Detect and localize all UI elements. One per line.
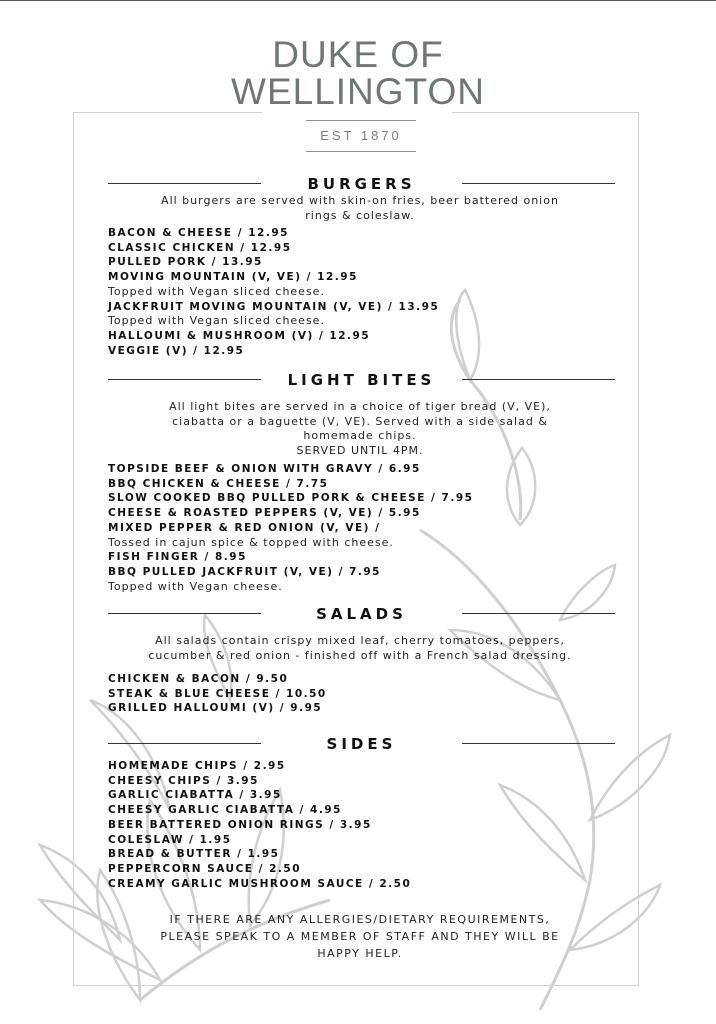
section-title: SIDES (326, 735, 397, 753)
menu-item: VEGGIE (V) / 12.95 (108, 344, 245, 357)
item-note: Topped with Vegan sliced cheese. (108, 314, 325, 328)
section-header-sides (108, 734, 615, 754)
intro-line: rings & coleslaw. (305, 208, 415, 222)
light-bites-intro (100, 400, 620, 458)
divider-right (462, 183, 615, 184)
light-bites-list (108, 462, 628, 594)
burgers-intro (100, 194, 620, 223)
menu-item: FISH FINGER / 8.95 (108, 551, 247, 564)
salads-intro (100, 634, 620, 663)
divider-right (462, 379, 615, 380)
top-edge-line (0, 0, 716, 1)
divider-right (462, 743, 615, 744)
intro-line: cucumber & red onion - finished off with a French salad dressing. (148, 648, 572, 662)
established-badge (306, 120, 416, 152)
menu-item: BBQ CHICKEN & CHEESE / 7.75 (108, 477, 329, 490)
menu-item: BBQ PULLED JACKFRUIT (V, VE) / 7.95 (108, 565, 381, 578)
est-bottom-line (306, 151, 416, 152)
menu-item: CHEESY CHIPS / 3.95 (108, 774, 259, 787)
intro-line: SERVED UNTIL 4PM. (296, 443, 424, 457)
intro-line: ciabatta or a baguette (V, VE). Served with a side salad & (172, 414, 548, 428)
intro-line: All light bites are served in a choice of tiger bread (V, VE), (169, 400, 551, 413)
menu-item: MIXED PEPPER & RED ONION (V, VE) / (108, 521, 381, 534)
intro-line: All salads contain crispy mixed leaf, cherry tomatoes, peppers, (155, 634, 565, 647)
menu-item: CLASSIC CHICKEN / 12.95 (108, 241, 292, 254)
item-note: Topped with Vegan cheese. (108, 579, 283, 593)
menu-item: GARLIC CIABATTA / 3.95 (108, 789, 282, 802)
section-header-salads (108, 604, 615, 624)
salads-list (108, 672, 628, 716)
menu-item: HOMEMADE CHIPS / 2.95 (108, 760, 286, 772)
menu-item: GRILLED HALLOUMI (V) / 9.95 (108, 702, 323, 715)
section-header-burgers (108, 174, 615, 194)
section-title: LIGHT BITES (287, 371, 436, 389)
menu-item: JACKFRUIT MOVING MOUNTAIN (V, VE) / 13.95 (108, 300, 440, 313)
intro-line: All burgers are served with skin-on fries, beer battered onion (161, 194, 559, 207)
notice-line: IF THERE ARE ANY ALLERGIES/DIETARY REQUIREMENTS, (169, 913, 551, 926)
intro-line: homemade chips. (303, 429, 417, 442)
sides-list (108, 759, 628, 891)
notice-line: HAPPY HELP. (317, 947, 403, 960)
menu-item: CHEESE & ROASTED PEPPERS (V, VE) / 5.95 (108, 507, 421, 520)
menu-item: BEER BATTERED ONION RINGS / 3.95 (108, 818, 372, 831)
brand-line-1: DUKE OF (272, 34, 444, 75)
menu-item: BACON & CHEESE / 12.95 (108, 227, 289, 239)
menu-item: HALLOUMI & MUSHROOM (V) / 12.95 (108, 329, 371, 342)
menu-item: SLOW COOKED BBQ PULLED PORK & CHEESE / 7.95 (108, 492, 474, 505)
menu-item: TOPSIDE BEEF & ONION WITH GRAVY / 6.95 (108, 463, 421, 475)
notice-line: PLEASE SPEAK TO A MEMBER OF STAFF AND THEY WILL BE (160, 930, 560, 943)
menu-item: PULLED PORK / 13.95 (108, 256, 263, 269)
item-note: Topped with Vegan sliced cheese. (108, 284, 325, 298)
brand-line-2: WELLINGTON (231, 71, 485, 112)
item-note: Tossed in cajun spice & topped with cheese. (108, 535, 394, 549)
menu-item: CHEESY GARLIC CIABATTA / 4.95 (108, 804, 342, 817)
established-text: EST 1870 (320, 128, 402, 143)
allergy-notice (100, 911, 620, 962)
section-header-light-bites (108, 370, 615, 390)
brand-title (0, 36, 716, 110)
section-title: SALADS (316, 605, 407, 623)
divider-right (462, 613, 615, 614)
menu-item: STEAK & BLUE CHEESE / 10.50 (108, 687, 327, 700)
menu-item: COLESLAW / 1.95 (108, 833, 232, 846)
menu-item: PEPPERCORN SAUCE / 2.50 (108, 862, 301, 875)
burgers-list (108, 226, 628, 358)
menu-item: MOVING MOUNTAIN (V, VE) / 12.95 (108, 271, 358, 284)
section-title: BURGERS (307, 175, 416, 193)
menu-item: CREAMY GARLIC MUSHROOM SAUCE / 2.50 (108, 877, 412, 890)
menu-item: BREAD & BUTTER / 1.95 (108, 848, 280, 861)
menu-item: CHICKEN & BACON / 9.50 (108, 673, 289, 685)
